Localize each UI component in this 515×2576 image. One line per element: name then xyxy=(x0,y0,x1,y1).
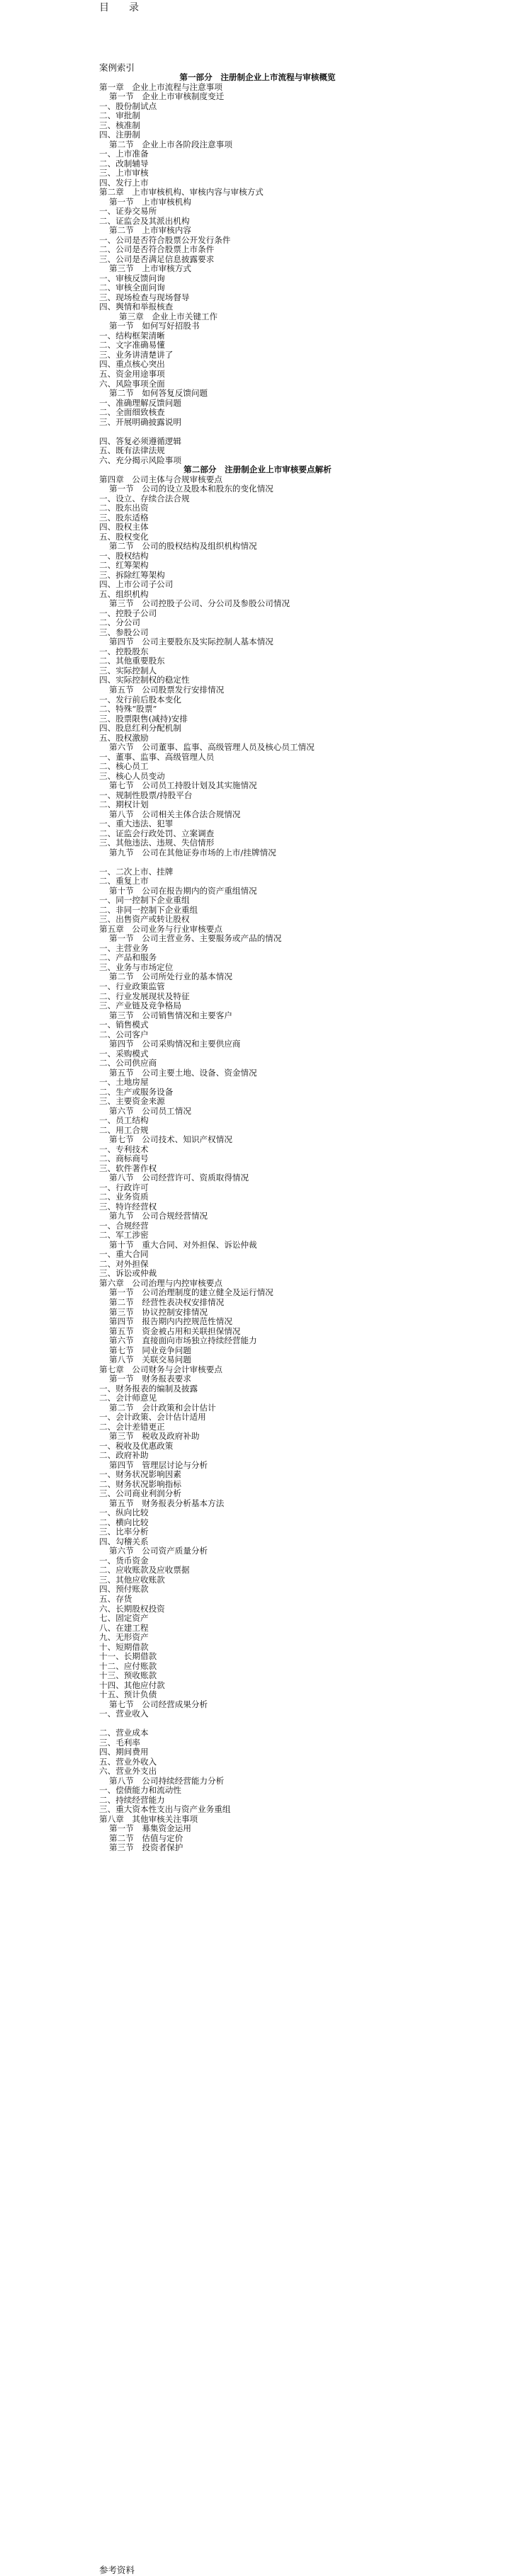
toc-entry[interactable]: 十五、预计负债 xyxy=(99,1690,157,1700)
toc-entry[interactable]: 二、证监会行政处罚、立案调查 xyxy=(99,828,215,838)
toc-spacer xyxy=(0,427,515,437)
toc-entry[interactable]: 第四节 公司采购情况和主要供应商 xyxy=(109,1039,241,1049)
toc-entry[interactable]: 一、审核反馈问询 xyxy=(99,273,165,283)
toc-entry[interactable]: 第四节 报告期内内控规范性情况 xyxy=(109,1317,232,1327)
toc-entry[interactable]: 第八节 关联交易问题 xyxy=(109,1355,191,1365)
toc-entry[interactable]: 二、公司供应商 xyxy=(99,1059,157,1068)
toc-entry[interactable]: 十二、应付账款 xyxy=(99,1661,157,1671)
toc-entry[interactable]: 第一节 企业上市审核制度变迁 xyxy=(109,92,225,102)
toc-entry[interactable]: 二、军工涉密 xyxy=(99,1231,149,1241)
toc-entry[interactable]: 二、其他重要股东 xyxy=(99,656,165,666)
toc-entry[interactable]: 第十节 重大合同、对外担保、诉讼仲裁 xyxy=(109,1240,257,1250)
toc-entry[interactable]: 四、发行上市 xyxy=(99,178,149,188)
toc-entry[interactable]: 二、审核全面问询 xyxy=(99,283,165,293)
toc-entry[interactable]: 第六节 直接面向市场独立持续经营能力 xyxy=(109,1336,257,1346)
toc-entry[interactable]: 十一、长期借款 xyxy=(99,1652,157,1662)
toc-entry[interactable]: 十、短期借款 xyxy=(99,1642,149,1652)
toc-entry[interactable]: 一、销售模式 xyxy=(99,1020,149,1030)
toc-entry[interactable]: 第七节 同业竞争问题 xyxy=(109,1345,191,1355)
toc-entry[interactable]: 一、财务报表的编制及披露 xyxy=(99,1384,198,1394)
toc-entry[interactable]: 四、预付账款 xyxy=(99,1585,149,1595)
toc-entry[interactable]: 第三节 上市审核方式 xyxy=(109,264,191,274)
toc-entry[interactable]: 一、上市准备 xyxy=(99,149,149,159)
toc-entry[interactable]: 二、审批制 xyxy=(99,111,140,121)
toc-entry[interactable]: 二、公司是否符合股票上市条件 xyxy=(99,245,215,255)
toc-entry[interactable]: 第五节 公司主要土地、设备、资金情况 xyxy=(109,1068,257,1078)
toc-entry[interactable]: 一、控股股东 xyxy=(99,646,149,656)
toc-entry[interactable]: 二、生产或服务设备 xyxy=(99,1087,174,1097)
toc-entry[interactable]: 一、重大合同 xyxy=(99,1250,149,1260)
toc-entry[interactable]: 一、股权结构 xyxy=(99,551,149,561)
toc-entry[interactable]: 五、营业外收入 xyxy=(99,1757,157,1767)
toc-entry[interactable]: 三、重大资本性支出与资产业务重组 xyxy=(99,1805,231,1815)
toc-entry[interactable]: 三、公司是否满足信息披露要求 xyxy=(99,254,215,264)
toc-entry[interactable]: 一、重大违法、犯罪 xyxy=(99,819,174,829)
toc-entry[interactable]: 第八节 公司经营许可、资质取得情况 xyxy=(109,1173,249,1183)
toc-entry[interactable]: 二、商标商号 xyxy=(99,1154,149,1164)
toc-entry[interactable]: 三、其他应收账款 xyxy=(99,1575,165,1585)
toc-entry[interactable]: 第七节 公司经营成果分析 xyxy=(109,1699,208,1709)
toc-entry[interactable]: 四、答复必须遵循逻辑 xyxy=(99,436,181,446)
toc-entry[interactable]: 第五节 财务报表分析基本方法 xyxy=(109,1498,225,1508)
toc-entry[interactable]: 四、舆情和举报核查 xyxy=(99,302,174,312)
toc-entry[interactable]: 三、毛利率 xyxy=(99,1738,140,1748)
toc-entry[interactable]: 二、重复上市 xyxy=(99,877,149,887)
toc-entry[interactable]: 五、资金用途事项 xyxy=(99,369,165,379)
toc-entry[interactable]: 二、政府补助 xyxy=(99,1451,149,1461)
toc-entry[interactable]: 第二节 会计政策和会计估计 xyxy=(109,1403,216,1413)
toc-entry[interactable]: 三、诉讼或仲裁 xyxy=(99,1269,157,1279)
toc-entry[interactable]: 第三节 公司销售情况和主要客户 xyxy=(109,1010,232,1020)
toc-entry[interactable]: 三、业务与市场定位 xyxy=(99,962,174,972)
toc-entry[interactable]: 二、分公司 xyxy=(99,618,140,628)
toc-entry[interactable]: 第七节 公司员工持股计划及其实施情况 xyxy=(109,781,257,791)
toc-entry[interactable]: 第七节 公司技术、知识产权情况 xyxy=(109,1135,232,1145)
toc-entry[interactable]: 一、专利技术 xyxy=(99,1144,149,1154)
toc-entry[interactable]: 四、上市公司子公司 xyxy=(99,580,174,590)
toc-entry[interactable]: 三、股东适格 xyxy=(99,513,149,523)
toc-entry[interactable]: 三、产业链及竞争格局 xyxy=(99,1001,181,1011)
toc-entry[interactable]: 五、存货 xyxy=(99,1594,132,1604)
toc-entry[interactable]: 第八节 公司持续经营能力分析 xyxy=(109,1776,225,1786)
toc-entry[interactable]: 二、业务资质 xyxy=(99,1192,149,1202)
toc-entry[interactable]: 四、期间费用 xyxy=(99,1748,149,1757)
toc-entry[interactable]: 一、采购模式 xyxy=(99,1049,149,1059)
toc-entry[interactable]: 三、业务讲清楚讲了 xyxy=(99,350,174,360)
toc-entry[interactable]: 六、营业外支出 xyxy=(99,1767,157,1777)
toc-entry[interactable]: 三、核心人员变动 xyxy=(99,771,165,781)
toc-entry[interactable]: 三、主要资金来源 xyxy=(99,1097,165,1107)
toc-entry[interactable]: 三、开展明确披露说明 xyxy=(99,417,181,427)
toc-entry[interactable]: 一、土地房屋 xyxy=(99,1078,149,1088)
toc-entry[interactable]: 二、财务状况影响指标 xyxy=(99,1479,181,1489)
toc-entry[interactable]: 第三节 税收及政府补助 xyxy=(109,1432,200,1442)
toc-entry[interactable]: 第一节 公司治理制度的建立健全及运行情况 xyxy=(109,1288,273,1298)
toc-entry[interactable]: 一、发行前后股本变化 xyxy=(99,695,181,705)
toc-entry[interactable]: 六、充分揭示风险事项 xyxy=(99,455,181,465)
toc-entry[interactable]: 第一节 募集资金运用 xyxy=(109,1824,191,1834)
toc-entry[interactable]: 第二节 如何答复反馈问题 xyxy=(109,389,208,399)
toc-entry[interactable]: 二、核心员工 xyxy=(99,762,149,772)
toc-entry[interactable]: 四、勾稽关系 xyxy=(99,1537,149,1546)
toc-entry[interactable]: 四、注册制 xyxy=(99,130,140,140)
toc-entry[interactable]: 二、产品和服务 xyxy=(99,953,157,963)
reference-label: 参考资料 xyxy=(99,2565,135,2575)
case-index-label: 案例索引 xyxy=(99,62,135,73)
toc-entry[interactable]: 第三节 协议控制安排情况 xyxy=(109,1307,208,1317)
toc-part-heading[interactable]: 第一部分 注册制企业上市流程与审核概览 xyxy=(179,73,336,82)
toc-entry[interactable]: 一、偿债能力和流动性 xyxy=(99,1786,181,1796)
toc-entry[interactable]: 一、税收及优惠政策 xyxy=(99,1441,174,1451)
toc-entry[interactable]: 一、设立、存续合法合规 xyxy=(99,494,190,503)
toc-entry[interactable]: 二、期权计划 xyxy=(99,800,149,810)
toc-entry[interactable]: 三、参股公司 xyxy=(99,627,149,637)
toc-entry[interactable]: 第六节 公司董事、监事、高级管理人员及核心员工情况 xyxy=(109,743,315,753)
toc-entry[interactable]: 七、固定资产 xyxy=(99,1614,149,1624)
toc-entry[interactable]: 一、准确理解反馈问题 xyxy=(99,398,181,408)
toc-entry[interactable]: 第一节 公司的设立及股本和股东的变化情况 xyxy=(109,484,273,494)
toc-entry[interactable]: 二、对外担保 xyxy=(99,1259,149,1269)
toc-entry[interactable]: 五、股权变化 xyxy=(99,532,149,542)
toc-entry[interactable]: 第六节 公司员工情况 xyxy=(109,1106,191,1116)
toc-entry[interactable]: 第一节 如何写好招股书 xyxy=(109,321,200,331)
toc-entry[interactable]: 三、拆除红筹架构 xyxy=(99,570,165,580)
toc-entry[interactable]: 八、在建工程 xyxy=(99,1623,149,1633)
toc-entry[interactable]: 第二章 上市审核机构、审核内容与审核方式 xyxy=(99,188,264,198)
toc-entry[interactable]: 一、主营业务 xyxy=(99,943,149,953)
toc-entry[interactable]: 十三、预收账款 xyxy=(99,1671,157,1681)
toc-entry[interactable]: 二、非同一控制下企业重组 xyxy=(99,905,198,915)
toc-entry[interactable]: 一、财务状况影响因素 xyxy=(99,1470,181,1480)
toc-entry[interactable]: 二、特殊“股票” xyxy=(99,705,157,714)
toc-entry[interactable]: 第二节 公司的股权结构及组织机构情况 xyxy=(109,542,257,552)
toc-entry[interactable]: 一、控股子公司 xyxy=(99,608,157,618)
toc-entry[interactable]: 四、重点核心突出 xyxy=(99,360,165,370)
toc-entry[interactable]: 第一节 公司主营业务、主要服务或产品的情况 xyxy=(109,934,282,944)
toc-spacer xyxy=(0,857,515,867)
toc-entry[interactable]: 一、董事、监事、高级管理人员 xyxy=(99,752,215,762)
toc-entry[interactable]: 一、纵向比较 xyxy=(99,1508,149,1518)
toc-entry[interactable]: 二、公司客户 xyxy=(99,1030,149,1039)
toc-entry[interactable]: 二、股东出资 xyxy=(99,503,149,513)
toc-entry[interactable]: 四、股息红利分配机制 xyxy=(99,724,181,734)
toc-entry[interactable]: 五、既有法律法规 xyxy=(99,446,165,456)
toc-entry[interactable]: 五、股权激励 xyxy=(99,733,149,743)
toc-entry[interactable]: 二、持续经营能力 xyxy=(99,1795,165,1805)
toc-entry[interactable]: 四、实际控制权的稳定性 xyxy=(99,676,190,685)
toc-entry[interactable]: 三、核准制 xyxy=(99,120,140,130)
toc-entry[interactable]: 三、股票限售(减持)安排 xyxy=(99,714,188,724)
toc-entry[interactable]: 二、全面细致核查 xyxy=(99,408,165,418)
toc-entry[interactable]: 第一章 企业上市流程与注意事项 xyxy=(99,82,222,92)
toc-entry[interactable]: 一、二次上市、挂牌 xyxy=(99,867,174,877)
toc-entry[interactable]: 第四节 管理层讨论与分析 xyxy=(109,1460,208,1470)
toc-entry[interactable]: 一、结构框架清晰 xyxy=(99,331,165,341)
toc-entry[interactable]: 二、横向比较 xyxy=(99,1517,149,1527)
toc-entry[interactable]: 三、现场检查与现场督导 xyxy=(99,292,190,302)
toc-entry[interactable]: 二、文字准确易懂 xyxy=(99,341,165,351)
toc-entry[interactable]: 二、红筹架构 xyxy=(99,561,149,571)
toc-entry[interactable]: 第五章 公司业务与行业审核要点 xyxy=(99,924,222,934)
toc-entry[interactable]: 一、行业政策监管 xyxy=(99,981,165,991)
toc-entry[interactable]: 第一节 财务报表要求 xyxy=(109,1374,191,1384)
toc-entry[interactable]: 三、软件著作权 xyxy=(99,1163,157,1173)
toc-entry[interactable]: 二、会计师意见 xyxy=(99,1394,157,1403)
toc-entry[interactable]: 五、组织机构 xyxy=(99,589,149,599)
toc-entry[interactable]: 一、证券交易所 xyxy=(99,207,157,217)
toc-entry[interactable]: 四、股权主体 xyxy=(99,523,149,532)
toc-entry[interactable]: 第七章 公司财务与会计审核要点 xyxy=(99,1364,222,1374)
toc-entry[interactable]: 一、货币资金 xyxy=(99,1556,149,1566)
toc-entry[interactable]: 第二节 估值与定价 xyxy=(109,1833,183,1843)
toc-entry[interactable]: 第二节 公司所处行业的基本情况 xyxy=(109,972,232,982)
toc-entry[interactable]: 第八章 其他审核关注事项 xyxy=(99,1814,198,1824)
toc-entry[interactable]: 第九节 公司合规经营情况 xyxy=(109,1212,208,1221)
toc-entry[interactable]: 三、其他违法、违规、失信情形 xyxy=(99,838,215,848)
toc-entry[interactable]: 六、长期股权投资 xyxy=(99,1604,165,1614)
toc-entry[interactable]: 第三节 公司控股子公司、分公司及参股公司情况 xyxy=(109,599,290,609)
toc-entry[interactable]: 一、公司是否符合股票公开发行条件 xyxy=(99,235,231,245)
toc-entry[interactable]: 第十节 公司在报告期内的资产重组情况 xyxy=(109,886,257,896)
toc-entry[interactable]: 二、会计差错更正 xyxy=(99,1422,165,1432)
toc-entry[interactable]: 第五节 公司股票发行安排情况 xyxy=(109,685,225,695)
toc-entry[interactable]: 第三章 企业上市关键工作 xyxy=(119,312,218,321)
toc-spacer xyxy=(0,1719,515,1729)
toc-entry[interactable]: 三、上市审核 xyxy=(99,169,149,178)
toc-entry[interactable]: 十四、其他应付款 xyxy=(99,1680,165,1690)
toc-entry[interactable]: 第二节 经营性表决权安排情况 xyxy=(109,1298,225,1307)
toc-entry[interactable]: 三、出售资产或转让股权 xyxy=(99,915,190,925)
toc-entry[interactable]: 九、无形资产 xyxy=(99,1633,149,1643)
toc-entry[interactable]: 一、会计政策、会计估计适用 xyxy=(99,1413,206,1423)
page-title: 目录 xyxy=(99,2,159,13)
toc-entry[interactable]: 一、同一控制下企业重组 xyxy=(99,896,190,906)
toc-entry[interactable]: 第二节 上市审核内容 xyxy=(109,226,191,236)
toc-entry[interactable]: 三、比率分析 xyxy=(99,1527,149,1537)
toc-entry[interactable]: 第八节 公司相关主体合法合规情况 xyxy=(109,809,241,819)
toc-entry[interactable]: 第三节 投资者保护 xyxy=(109,1843,183,1853)
toc-entry[interactable]: 第四章 公司主体与合规审核要点 xyxy=(99,474,222,484)
toc-entry[interactable]: 二、用工合规 xyxy=(99,1125,149,1135)
toc-entry[interactable]: 一、合规经营 xyxy=(99,1221,149,1231)
toc-entry[interactable]: 一、营业收入 xyxy=(99,1709,149,1719)
toc-entry[interactable]: 三、特许经营权 xyxy=(99,1202,157,1212)
toc-entry[interactable]: 第九节 公司在其他证券市场的上市/挂牌情况 xyxy=(109,848,276,857)
toc-entry[interactable]: 二、营业成本 xyxy=(99,1728,149,1738)
toc-entry[interactable]: 二、证监会及其派出机构 xyxy=(99,216,190,226)
toc-entry[interactable]: 二、行业发展现状及特征 xyxy=(99,991,190,1001)
toc-entry[interactable]: 二、应收账款及应收票据 xyxy=(99,1566,190,1575)
toc-entry[interactable]: 一、行政许可 xyxy=(99,1182,149,1192)
toc-part-heading[interactable]: 第二部分 注册制企业上市审核要点解析 xyxy=(183,465,332,475)
toc-entry[interactable]: 二、改制辅导 xyxy=(99,159,149,169)
toc-entry[interactable]: 三、公司商业利润分析 xyxy=(99,1489,181,1499)
toc-entry[interactable]: 第六节 公司资产质量分析 xyxy=(109,1546,208,1556)
toc-entry[interactable]: 第六章 公司治理与内控审核要点 xyxy=(99,1278,222,1288)
toc-entry[interactable]: 第一节 上市审核机构 xyxy=(109,197,191,207)
toc-entry[interactable]: 六、风险事项全面 xyxy=(99,379,165,389)
toc-entry[interactable]: 一、规制性股票/持股平台 xyxy=(99,790,193,800)
toc-entry[interactable]: 第四节 公司主要股东及实际控制人基本情况 xyxy=(109,637,273,647)
toc-entry[interactable]: 第五节 资金被占用和关联担保情况 xyxy=(109,1326,241,1336)
toc-entry[interactable]: 一、股份制试点 xyxy=(99,101,157,111)
toc-entry[interactable]: 一、员工结构 xyxy=(99,1116,149,1126)
table-of-contents xyxy=(0,73,515,1853)
toc-entry[interactable]: 三、实际控制人 xyxy=(99,666,157,676)
toc-entry[interactable]: 第二节 企业上市各阶段注意事项 xyxy=(109,139,232,149)
